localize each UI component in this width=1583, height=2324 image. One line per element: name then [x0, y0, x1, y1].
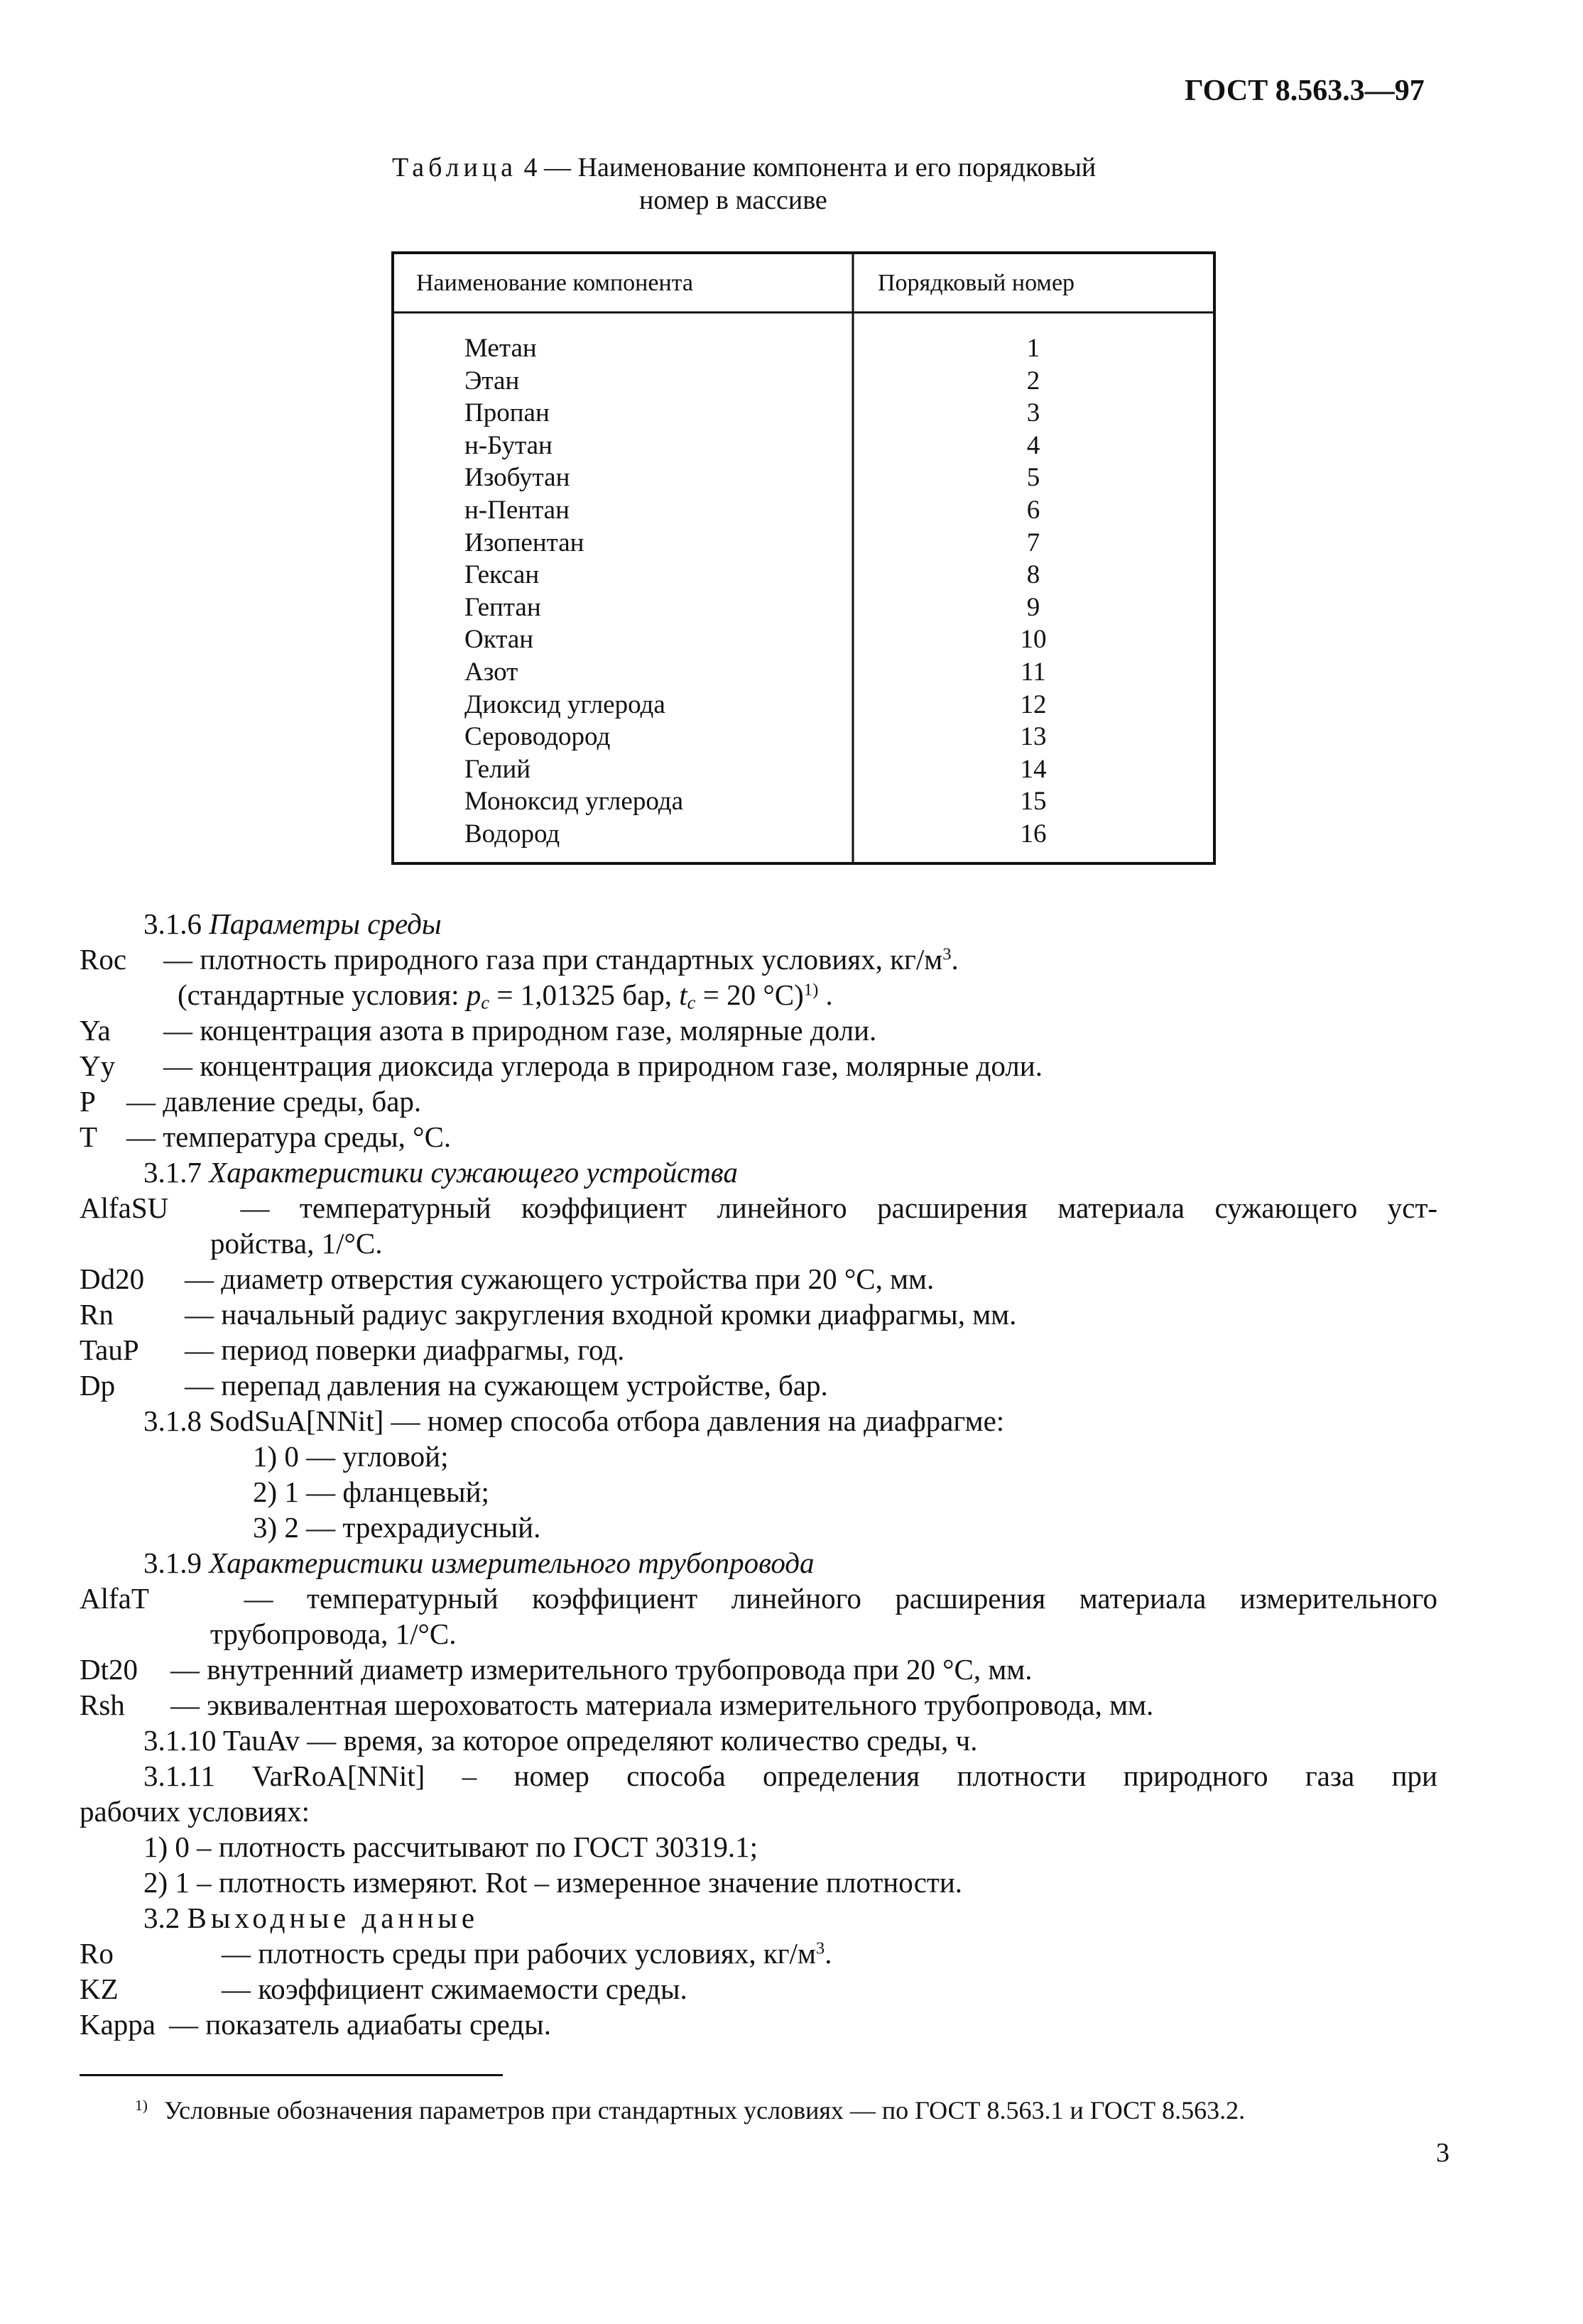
section-number: 3.1.9 — [143, 1546, 202, 1579]
table-cell-number: 2 — [1026, 366, 1040, 395]
table-cell-number: 15 — [1020, 787, 1047, 817]
page-number: 3 — [1436, 2138, 1449, 2168]
table-cell-number: 10 — [1020, 625, 1047, 655]
param-dd20 — [80, 1261, 934, 1297]
footnote-rule — [80, 2074, 503, 2076]
param-symbol: Ya — [80, 1014, 111, 1047]
table-cell-name: Гелий — [464, 754, 531, 784]
standard-conditions-note — [178, 977, 833, 1013]
table-cell-number: 6 — [1026, 495, 1040, 525]
std-subscript: c — [687, 991, 696, 1013]
param-ro — [80, 1936, 832, 1971]
section-number: 3.1.7 — [143, 1156, 202, 1189]
footnote-ref: 1) — [803, 980, 819, 1000]
table-cell-name: Диоксид углерода — [464, 689, 665, 719]
section-3-1-6-heading — [143, 906, 442, 942]
table-cell-name: Водород — [464, 819, 560, 849]
table-name-column — [464, 332, 683, 851]
sentence-end: . — [951, 943, 959, 976]
param-rn — [80, 1297, 1016, 1332]
std-text: (стандартные условия: — [178, 978, 467, 1011]
param-description: — концентрация диоксида углерода в природном газе, молярные доли. — [163, 1049, 1043, 1082]
table-cell-name: Метан — [464, 334, 537, 363]
param-symbol: Yy — [80, 1049, 116, 1082]
param-ya — [80, 1013, 876, 1048]
footnote-mark: 1) — [135, 2097, 148, 2115]
param-kz — [80, 1971, 687, 2007]
param-description: — температура среды, °C. — [126, 1120, 452, 1153]
table-cell-number: 13 — [1020, 722, 1047, 752]
table-cell-number: 5 — [1026, 463, 1040, 493]
section-3-1-8: 3.1.8 SodSuA[NNit] — номер способа отбора давления на диафрагме: — [143, 1404, 1005, 1437]
param-alfasu — [80, 1190, 1437, 1226]
param-symbol: AlfaT — [80, 1582, 149, 1615]
table-caption-label: Таблица — [392, 153, 518, 182]
section-title: Выходные данные — [187, 1902, 479, 1934]
table-cell-name: Моноксид углерода — [464, 787, 683, 817]
table-cell-number: 16 — [1020, 819, 1047, 849]
std-t: t — [679, 978, 687, 1011]
param-dt20 — [80, 1652, 1033, 1687]
param-yy — [80, 1048, 1043, 1084]
footnote-text: Условные обозначения параметров при стандартных условиях — по ГОСТ 8.563.1 и ГОСТ 8.563.2. — [164, 2096, 1246, 2124]
param-description: — диаметр отверстия сужающего устройства при 20 °C, мм. — [185, 1262, 935, 1295]
table-cell-name: Октан — [464, 625, 534, 655]
param-description: — коэффициент сжимаемости среды. — [222, 1973, 687, 2005]
param-dp — [80, 1368, 828, 1403]
param-description: — плотность среды при рабочих условиях, кг/м — [222, 1937, 816, 1970]
section-title: Параметры среды — [209, 907, 442, 940]
param-description: — давление среды, бар. — [126, 1085, 422, 1118]
table-number-column — [1008, 332, 1058, 851]
param-description: — перепад давления на сужающем устройстве, бар. — [185, 1369, 828, 1402]
table-cell-number: 1 — [1026, 334, 1040, 363]
param-alfat — [80, 1581, 1437, 1616]
table-cell-name: Азот — [464, 657, 518, 687]
table-caption-line-2: номер в массиве — [639, 185, 827, 215]
unit-exponent: 3 — [815, 1938, 825, 1958]
section-number: 3.1.6 — [143, 907, 202, 940]
param-description: — начальный радиус закругления входной кромки диафрагмы, мм. — [185, 1298, 1017, 1331]
list-item: 1) 0 – плотность рассчитывают по ГОСТ 30319.1; — [143, 1831, 758, 1863]
param-description: — температурный коэффициент линейного расширения материала измерительного — [244, 1582, 1437, 1615]
param-roc — [80, 942, 959, 977]
list-item: 2) 1 — фланцевый; — [253, 1475, 489, 1508]
section-3-1-11-continued: рабочих условиях: — [80, 1795, 310, 1828]
table-cell-name: Изобутан — [464, 463, 570, 493]
section-3-1-10: 3.1.10 TauAv — время, за которое определяют количество среды, ч. — [143, 1724, 978, 1757]
sentence-end: . — [825, 1937, 832, 1970]
param-taup — [80, 1332, 624, 1368]
std-p: p — [466, 978, 482, 1011]
std-subscript: c — [481, 991, 490, 1013]
table-cell-name: н-Бутан — [464, 430, 553, 460]
list-item: 1) 0 — угловой; — [253, 1440, 449, 1473]
table-cell-name: н-Пентан — [464, 495, 570, 525]
param-description: — плотность природного газа при стандартных условиях, кг/м — [163, 943, 943, 976]
table-cell-name: Этан — [464, 366, 520, 395]
param-symbol: Dp — [80, 1369, 116, 1402]
unit-exponent: 3 — [942, 944, 952, 964]
table-header-component: Наименование компонента — [416, 270, 694, 296]
section-3-1-7-heading — [143, 1155, 738, 1190]
table-cell-name: Гексан — [464, 560, 540, 590]
section-title: Характеристики сужающего устройства — [209, 1156, 738, 1189]
param-alfasu-continued: ройства, 1/°C. — [210, 1227, 383, 1260]
std-text: . — [818, 978, 833, 1011]
std-text: = 1,01325 бар, — [489, 978, 680, 1011]
param-symbol: Dd20 — [80, 1262, 145, 1295]
table-cell-number: 14 — [1020, 754, 1047, 784]
param-t — [80, 1119, 451, 1155]
param-symbol: TauP — [80, 1333, 139, 1366]
footnote — [135, 2095, 1245, 2126]
table-cell-name: Пропан — [464, 398, 550, 428]
param-symbol: AlfaSU — [80, 1191, 169, 1224]
table-cell-number: 9 — [1026, 592, 1040, 622]
table-header-number: Порядковый номер — [878, 270, 1075, 296]
param-description: — период поверки диафрагмы, год. — [185, 1333, 625, 1366]
table-cell-number: 7 — [1026, 528, 1040, 557]
section-title: Характеристики измерительного трубопровода — [209, 1546, 815, 1579]
document-code: ГОСТ 8.563.3—97 — [1185, 75, 1425, 107]
table-cell-number: 3 — [1026, 398, 1040, 428]
std-text: = 20 °C) — [695, 978, 804, 1011]
table-cell-name: Гептан — [464, 592, 541, 622]
param-kappa — [80, 2007, 551, 2042]
section-3-1-11: 3.1.11 VarRoA[NNit] – номер способа определения плотности природного газа при — [143, 1760, 1437, 1792]
list-item: 2) 1 – плотность измеряют. Rot – измеренное значение плотности. — [143, 1866, 963, 1899]
table-cell-number: 11 — [1021, 657, 1046, 687]
param-symbol: T — [80, 1120, 98, 1153]
param-description: — показатель адиабаты среды. — [169, 2008, 551, 2041]
table-cell-number: 8 — [1026, 560, 1040, 590]
section-number: 3.2 — [143, 1902, 180, 1934]
param-symbol: Roc — [80, 943, 127, 976]
table-cell-name: Сероводород — [464, 722, 611, 752]
table-caption-text: 4 — Наименование компонента и его порядковый — [523, 153, 1097, 182]
list-item: 3) 2 — трехрадиусный. — [253, 1511, 541, 1544]
param-symbol: Ro — [80, 1937, 114, 1970]
param-symbol: P — [80, 1085, 96, 1118]
param-description: — температурный коэффициент линейного расширения материала сужающего уст- — [240, 1191, 1438, 1224]
table-cell-number: 12 — [1020, 689, 1047, 719]
section-3-2-heading — [143, 1900, 479, 1936]
param-description: — эквивалентная шероховатость материала измерительного трубопровода, мм. — [170, 1689, 1154, 1721]
param-alfat-continued: трубопровода, 1/°C. — [210, 1617, 457, 1650]
param-symbol: Rn — [80, 1298, 114, 1331]
section-3-1-9-heading — [143, 1545, 815, 1581]
table-cell-number: 4 — [1026, 430, 1040, 460]
param-description: — концентрация азота в природном газе, молярные доли. — [163, 1014, 877, 1047]
param-symbol: Dt20 — [80, 1653, 138, 1686]
param-p — [80, 1084, 421, 1119]
table-cell-name: Изопентан — [464, 528, 584, 557]
param-rsh — [80, 1687, 1153, 1723]
param-description: — внутренний диаметр измерительного трубопровода при 20 °C, мм. — [170, 1653, 1033, 1686]
param-symbol: Rsh — [80, 1689, 125, 1721]
param-symbol: Kappa — [80, 2008, 156, 2041]
param-symbol: KZ — [80, 1973, 119, 2005]
